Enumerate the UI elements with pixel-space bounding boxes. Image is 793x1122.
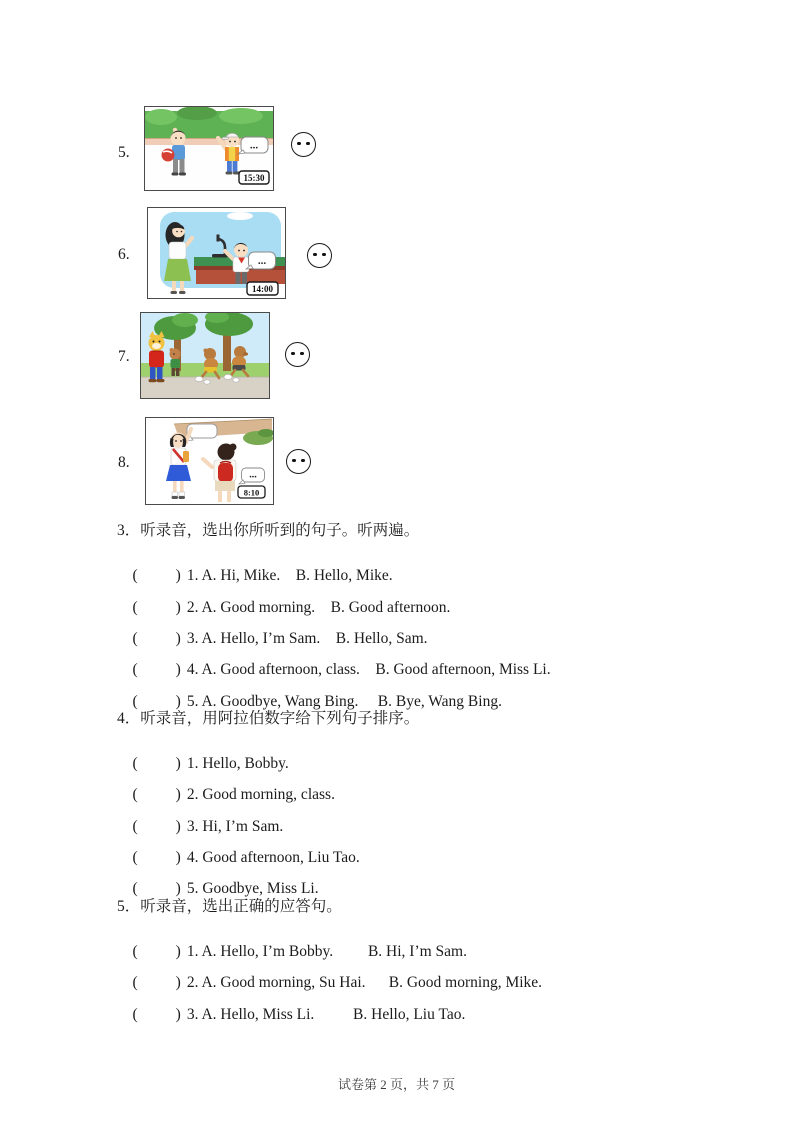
answer-bracket-open: ( bbox=[132, 849, 138, 866]
answer-bracket-close: ) bbox=[175, 880, 181, 897]
picture-item-7 bbox=[140, 312, 270, 399]
question-text: 5. A. Goodbye, Wang Bing. B. Bye, Wang Bing. bbox=[186, 693, 502, 710]
question-text: 5. Goodbye, Miss Li. bbox=[186, 880, 319, 897]
blank-face-circle-5 bbox=[291, 132, 316, 157]
picture-item-5 bbox=[144, 106, 274, 191]
picture-item-8 bbox=[145, 417, 274, 505]
answer-bracket-open: ( bbox=[132, 567, 138, 584]
answer-bracket-close: ) bbox=[175, 755, 181, 772]
page-footer: 试卷第 2 页，共 7 页 bbox=[337, 1077, 455, 1092]
speech-dots-6: ... bbox=[257, 255, 267, 267]
answer-bracket-close: ) bbox=[175, 943, 181, 960]
time-badge-8: 8:10 bbox=[243, 487, 260, 498]
answer-bracket-open: ( bbox=[132, 661, 138, 678]
picture-item-6 bbox=[147, 207, 286, 299]
answer-bracket-open: ( bbox=[132, 1006, 138, 1023]
question-text: 4. A. Good afternoon, class. B. Good afternoon, Miss Li. bbox=[186, 661, 551, 678]
item-5-number: 5. bbox=[118, 144, 130, 161]
section-3-heading: 3．听录音，选出你所听到的句子。听两遍。 bbox=[117, 522, 420, 539]
time-badge-6: 14:00 bbox=[252, 284, 273, 294]
answer-bracket-open: ( bbox=[132, 693, 138, 710]
answer-bracket-close: ) bbox=[175, 599, 181, 616]
blank-face-circle-7 bbox=[285, 342, 310, 367]
scene-two-girls-goodbye-illustration bbox=[146, 418, 273, 504]
speech-dots-5: ... bbox=[249, 139, 259, 152]
answer-bracket-close: ) bbox=[175, 1006, 181, 1023]
answer-bracket-close: ) bbox=[175, 661, 181, 678]
answer-bracket-close: ) bbox=[175, 567, 181, 584]
question-text: 4. Good afternoon, Liu Tao. bbox=[186, 849, 360, 866]
question-text: 2. Good morning, class. bbox=[186, 786, 335, 803]
answer-bracket-close: ) bbox=[175, 693, 181, 710]
answer-bracket-open: ( bbox=[132, 755, 138, 772]
scene-teacher-student-illustration bbox=[148, 208, 285, 298]
section-4-heading: 4．听录音，用阿拉伯数字给下列句子排序。 bbox=[117, 710, 420, 727]
question-5-3 bbox=[117, 988, 465, 1042]
scene-cat-and-animals-park-illustration bbox=[141, 313, 269, 398]
time-badge-5: 15:30 bbox=[243, 173, 265, 183]
blank-face-circle-8 bbox=[286, 449, 311, 474]
answer-bracket-open: ( bbox=[132, 974, 138, 991]
question-text: 3. A. Hello, I’m Sam. B. Hello, Sam. bbox=[186, 630, 428, 647]
answer-bracket-close: ) bbox=[175, 818, 181, 835]
section-5-heading: 5．听录音，选出正确的应答句。 bbox=[117, 898, 342, 915]
question-text: 1. Hello, Bobby. bbox=[186, 755, 289, 772]
answer-bracket-open: ( bbox=[132, 786, 138, 803]
answer-bracket-open: ( bbox=[132, 943, 138, 960]
speech-dots-8: ... bbox=[249, 469, 257, 481]
scene-two-boys-greeting-illustration bbox=[145, 107, 273, 190]
blank-face-circle-6 bbox=[307, 243, 332, 268]
answer-bracket-close: ) bbox=[175, 849, 181, 866]
item-6-number: 6. bbox=[118, 246, 130, 263]
answer-bracket-open: ( bbox=[132, 880, 138, 897]
question-text: 1. A. Hello, I’m Bobby. B. Hi, I’m Sam. bbox=[186, 943, 467, 960]
question-text: 1. A. Hi, Mike. B. Hello, Mike. bbox=[186, 567, 393, 584]
answer-bracket-open: ( bbox=[132, 630, 138, 647]
answer-bracket-close: ) bbox=[175, 630, 181, 647]
answer-bracket-close: ) bbox=[175, 786, 181, 803]
answer-bracket-close: ) bbox=[175, 974, 181, 991]
answer-bracket-open: ( bbox=[132, 818, 138, 835]
question-text: 3. A. Hello, Miss Li. B. Hello, Liu Tao. bbox=[186, 1006, 466, 1023]
item-8-number: 8. bbox=[118, 454, 130, 471]
question-text: 3. Hi, I’m Sam. bbox=[186, 818, 284, 835]
question-text: 2. A. Good morning, Su Hai. B. Good morning, Mike. bbox=[186, 974, 543, 991]
question-text: 2. A. Good morning. B. Good afternoon. bbox=[186, 599, 451, 616]
item-7-number: 7. bbox=[118, 348, 130, 365]
answer-bracket-open: ( bbox=[132, 599, 138, 616]
